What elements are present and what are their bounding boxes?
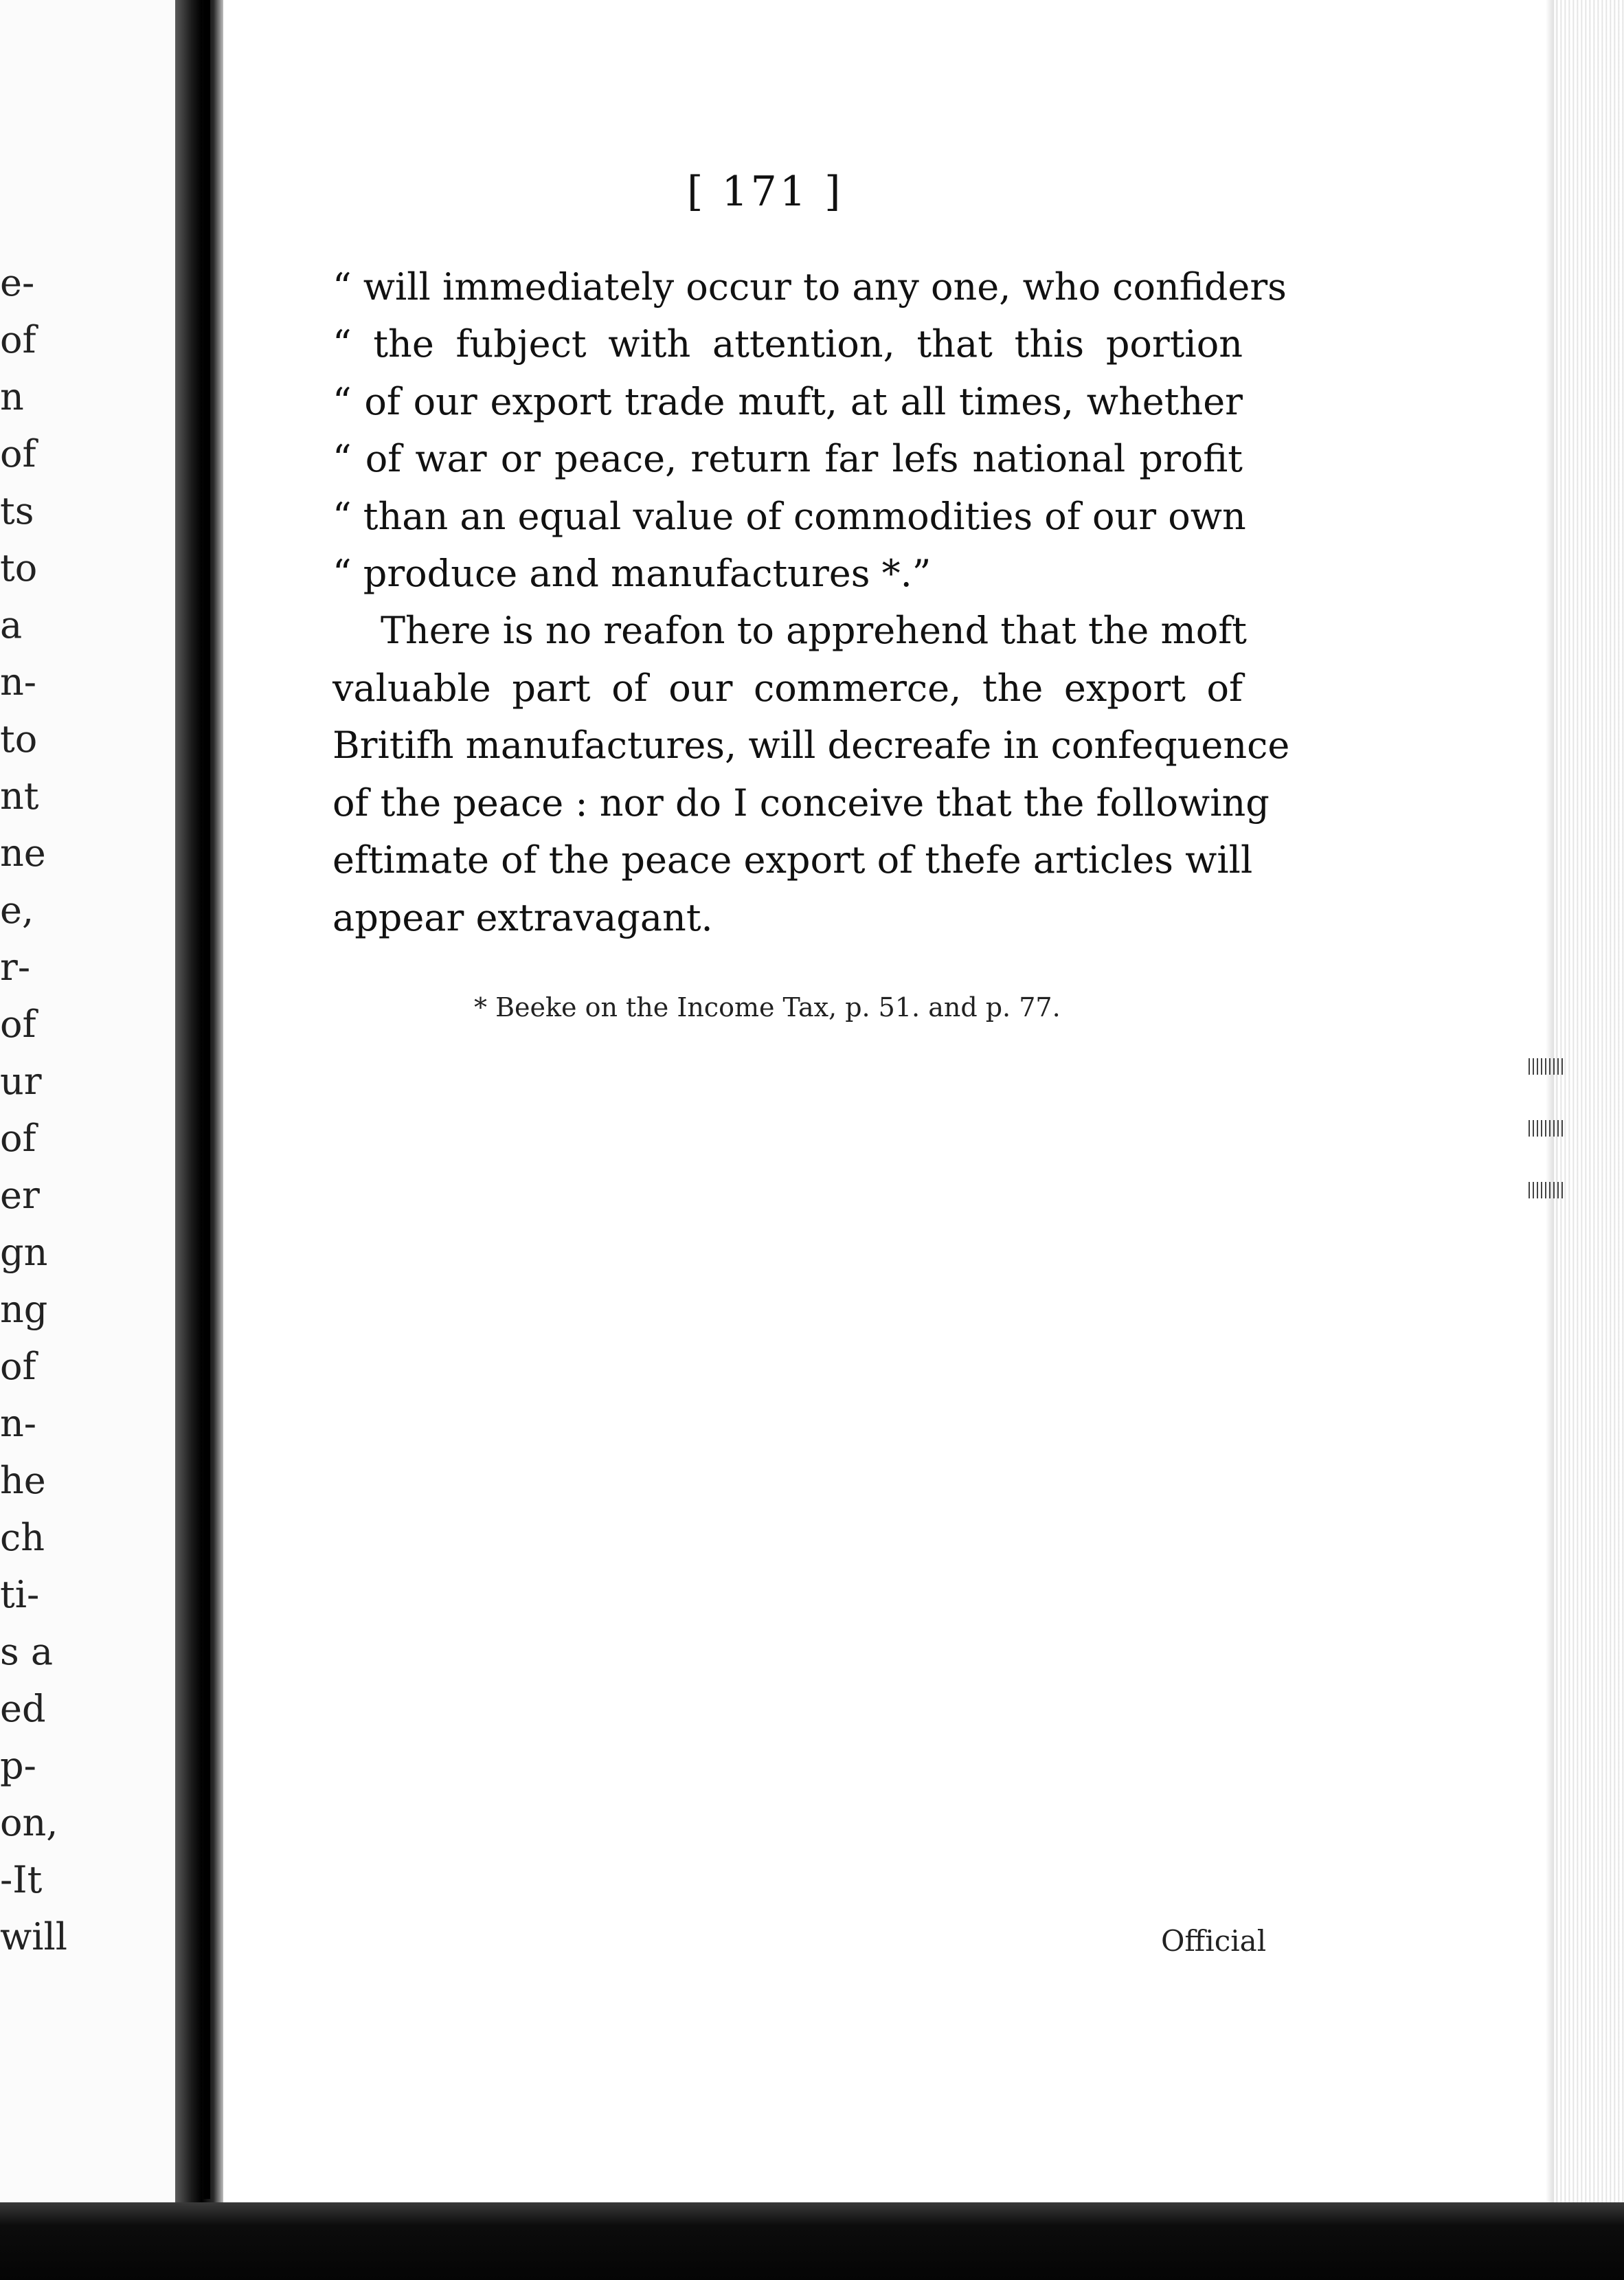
scan-bottom-shadow (0, 2202, 1624, 2280)
margin-fragment: ng (0, 1288, 48, 1331)
book-spine-line (203, 0, 210, 2199)
margin-fragment: ur (0, 1060, 42, 1103)
margin-fragment: er (0, 1174, 40, 1217)
left-page-edge (0, 0, 185, 2280)
margin-fragment: on, (0, 1801, 58, 1844)
margin-fragment: will (0, 1915, 68, 1958)
margin-fragment: ne (0, 831, 46, 875)
page-edge-marks (1529, 1058, 1563, 1075)
page-edge-marks (1529, 1182, 1563, 1198)
margin-fragment: he (0, 1459, 46, 1502)
margin-fragment: ts (0, 489, 34, 533)
catchword: Official (1161, 1924, 1267, 1958)
text-line: “ of war or peace, return far lefs national profit (332, 437, 1243, 480)
text-line: eftimate of the peace export of thefe articles will (332, 838, 1253, 882)
margin-fragment: s a (0, 1630, 54, 1673)
margin-fragment: of (0, 1003, 36, 1046)
page-number: [ 171 ] (687, 168, 844, 216)
text-line: “ the fubject with attention, that this portion (332, 322, 1243, 366)
text-line: valuable part of our commerce, the export of (332, 667, 1243, 710)
margin-fragment: to (0, 546, 38, 590)
margin-fragment: e, (0, 888, 34, 932)
text-line: “ of our export trade muft, at all times, whether (332, 380, 1243, 423)
margin-fragment: ed (0, 1687, 46, 1730)
margin-fragment: n- (0, 660, 37, 704)
margin-fragment: ti- (0, 1573, 40, 1616)
margin-fragment: a (0, 603, 23, 647)
text-line: “ produce and manufactures *.” (332, 552, 932, 595)
margin-fragment: nt (0, 774, 39, 818)
text-line: Britifh manufactures, will decreafe in confequence (332, 724, 1290, 767)
page-edge-marks (1529, 1120, 1563, 1137)
page-stack-edges (1554, 0, 1624, 2213)
text-line: of the peace : nor do I conceive that the following (332, 781, 1270, 825)
margin-fragment: -It (0, 1858, 43, 1901)
text-line: appear extravagant. (332, 896, 713, 939)
footnote: * Beeke on the Income Tax, p. 51. and p. 77. (474, 992, 1061, 1022)
margin-fragment: n (0, 375, 24, 418)
margin-fragment: of (0, 1345, 36, 1388)
left-page-text-fragments (0, 254, 69, 1965)
margin-fragment: to (0, 717, 38, 761)
margin-fragment: of (0, 432, 36, 476)
margin-fragment: ch (0, 1516, 45, 1559)
margin-fragment: n- (0, 1402, 37, 1445)
margin-fragment: of (0, 318, 36, 361)
margin-fragment: gn (0, 1231, 48, 1274)
margin-fragment: r- (0, 946, 31, 989)
text-line: “ than an equal value of commodities of our own (332, 495, 1246, 538)
margin-fragment: of (0, 1117, 36, 1160)
book-gutter-shadow (175, 0, 223, 2213)
margin-fragment: p- (0, 1744, 36, 1787)
text-line: “ will immediately occur to any one, who confiders (332, 265, 1287, 309)
paragraph-first-line: There is no reafon to apprehend that the moft (381, 609, 1247, 652)
margin-fragment: e- (0, 261, 35, 304)
